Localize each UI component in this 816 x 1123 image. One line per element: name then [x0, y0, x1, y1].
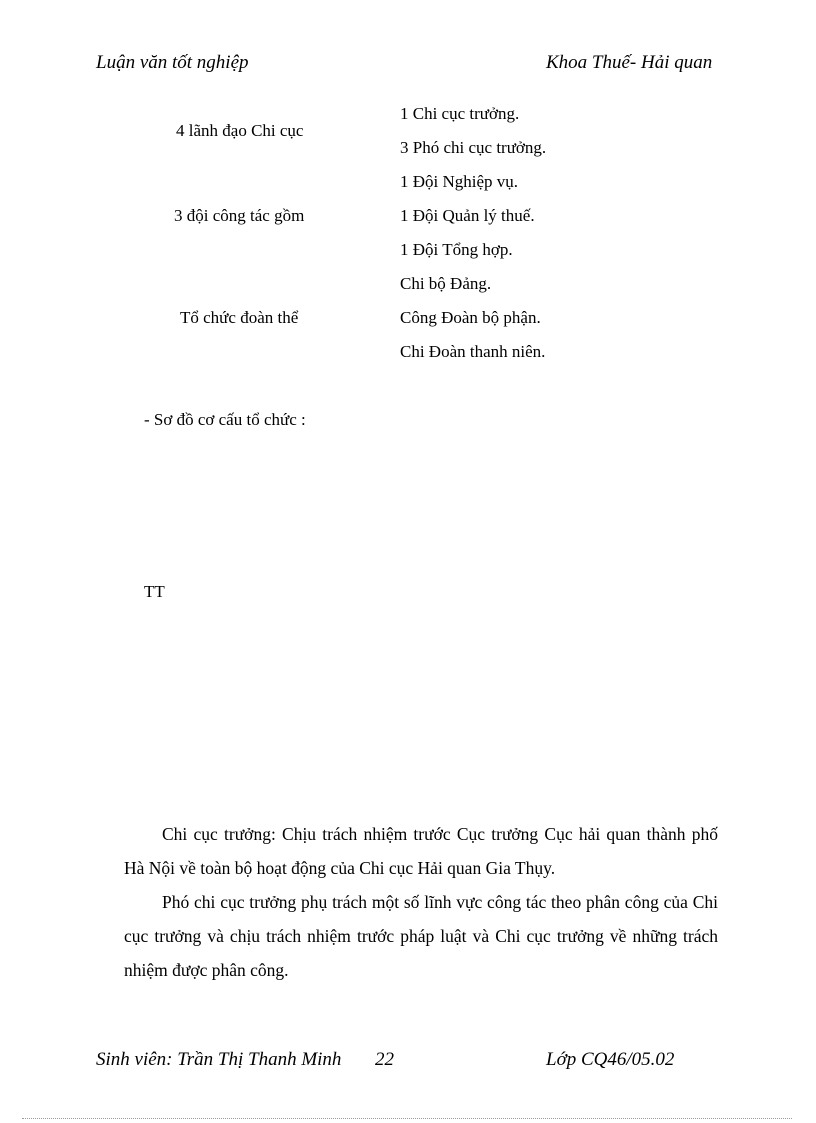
header-left-title: Luận văn tốt nghiệp	[96, 52, 249, 73]
org-item: 3 Phó chi cục trưởng.	[400, 138, 547, 157]
diagram-tt-label: TT	[144, 582, 165, 601]
diagram-heading: - Sơ đồ cơ cấu tổ chức :	[144, 410, 306, 429]
footer-page-number: 22	[375, 1049, 394, 1070]
paragraph-text: Chi cục trưởng: Chịu trách nhiệm trước Cục trưởng Cục hải quan thành phố Hà Nội về toàn bộ hoạt động của Chi cục Hải quan Gia Thụy.	[124, 824, 718, 878]
org-item: 1 Đội Nghiệp vụ.	[400, 172, 519, 191]
org-label-unions: Tổ chức đoàn thể	[180, 308, 299, 327]
footer-dotted-rule	[22, 1118, 792, 1119]
paragraph-text: Phó chi cục trưởng phụ trách một số lĩnh vực công tác theo phân công của Chi cục trưởng và chịu trách nhiệm trước pháp luật và Chi cục trưởng về những trách nhiệm được phân công.	[124, 892, 718, 980]
paragraph-deputy	[124, 885, 718, 987]
org-item: Chi bộ Đảng.	[400, 274, 492, 293]
org-item: 1 Đội Tổng hợp.	[400, 240, 513, 259]
footer-class: Lớp CQ46/05.02	[546, 1049, 675, 1070]
paragraph-chief	[124, 817, 718, 885]
org-item: Công Đoàn bộ phận.	[400, 308, 541, 327]
org-item: 1 Đội Quản lý thuế.	[400, 206, 535, 225]
org-item: Chi Đoàn thanh niên.	[400, 342, 546, 361]
header-right-title: Khoa Thuế- Hải quan	[546, 52, 713, 73]
footer-student: Sinh viên: Trần Thị Thanh Minh	[96, 1049, 342, 1070]
org-label-teams: 3 đội công tác gồm	[174, 206, 305, 225]
org-item: 1 Chi cục trưởng.	[400, 104, 520, 123]
org-label-leadership: 4 lãnh đạo Chi cục	[176, 121, 304, 140]
